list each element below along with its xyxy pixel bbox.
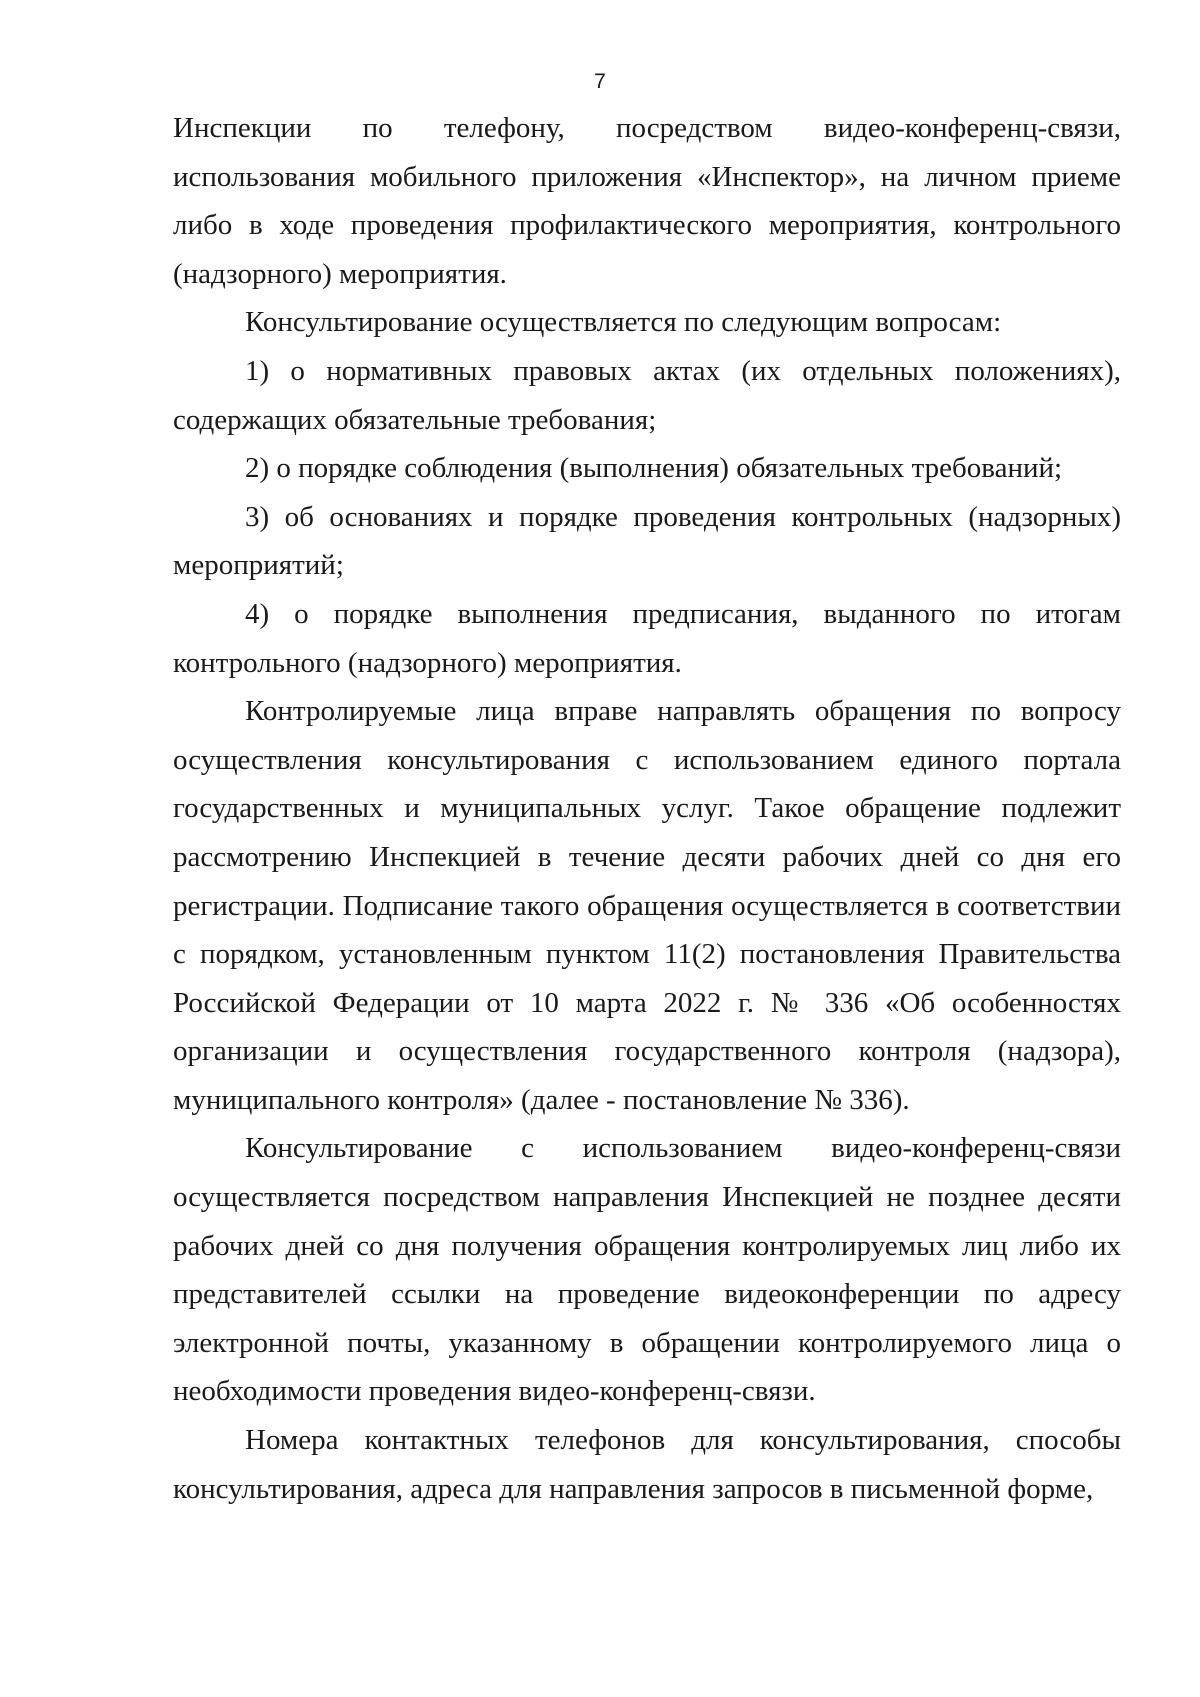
paragraph-continuation: Инспекции по телефону, посредством видео-конференц-связи, использования мобильного приложения «Инспектор», на личном приеме либо в ходе проведения профилактического мероприятия, контрольного (надзорного) мероприятия. <box>173 112 1121 290</box>
paragraph-video-conference: Консультирование с использованием видео-конференц-связи осуществляется посредством направления Инспекцией не позднее десяти рабочих дней со дня получения обращения контролируемых лиц либо их представителей ссылки на проведение видеоконференции по адресу электронной почты, указанному в обращении контролируемого лица о необходимости проведения видео-конференц-связи. <box>173 1132 1121 1408</box>
list-item-1: 1) о нормативных правовых актах (их отдельных положениях), содержащих обязательные требования; <box>173 354 1121 436</box>
document-body <box>173 104 1121 1513</box>
paragraph-consulting-topics-intro: Консультирование осуществляется по следующим вопросам: <box>245 306 1002 339</box>
list-item-4: 4) о порядке выполнения предписания, выданного по итогам контрольного (надзорного) мероприятия. <box>173 597 1121 679</box>
list-item-3: 3) об основаниях и порядке проведения контрольных (надзорных) мероприятий; <box>173 500 1121 582</box>
list-item-2: 2) о порядке соблюдения (выполнения) обязательных требований; <box>245 452 1063 485</box>
paragraph-portal-requests: Контролируемые лица вправе направлять обращения по вопросу осуществления консультирования с использованием единого портала государственных и муниципальных услуг. Такое обращение подлежит рассмотрению Инспекцией в течение десяти рабочих дней со дня его регистрации. Подписание такого обращения осуществляется в соответствии с порядком, установленным пунктом 11(2) постановления Правительства Российской Федерации от 10 марта 2022 г. № 336 «Об особенностях организации и осуществления государственного контроля (надзора), муниципального контроля» (далее - постановление № 336). <box>173 695 1121 1116</box>
paragraph-contact-numbers: Номера контактных телефонов для консультирования, способы консультирования, адреса для направления запросов в письменной форме, <box>173 1424 1121 1505</box>
page-number: 7 <box>594 70 606 93</box>
